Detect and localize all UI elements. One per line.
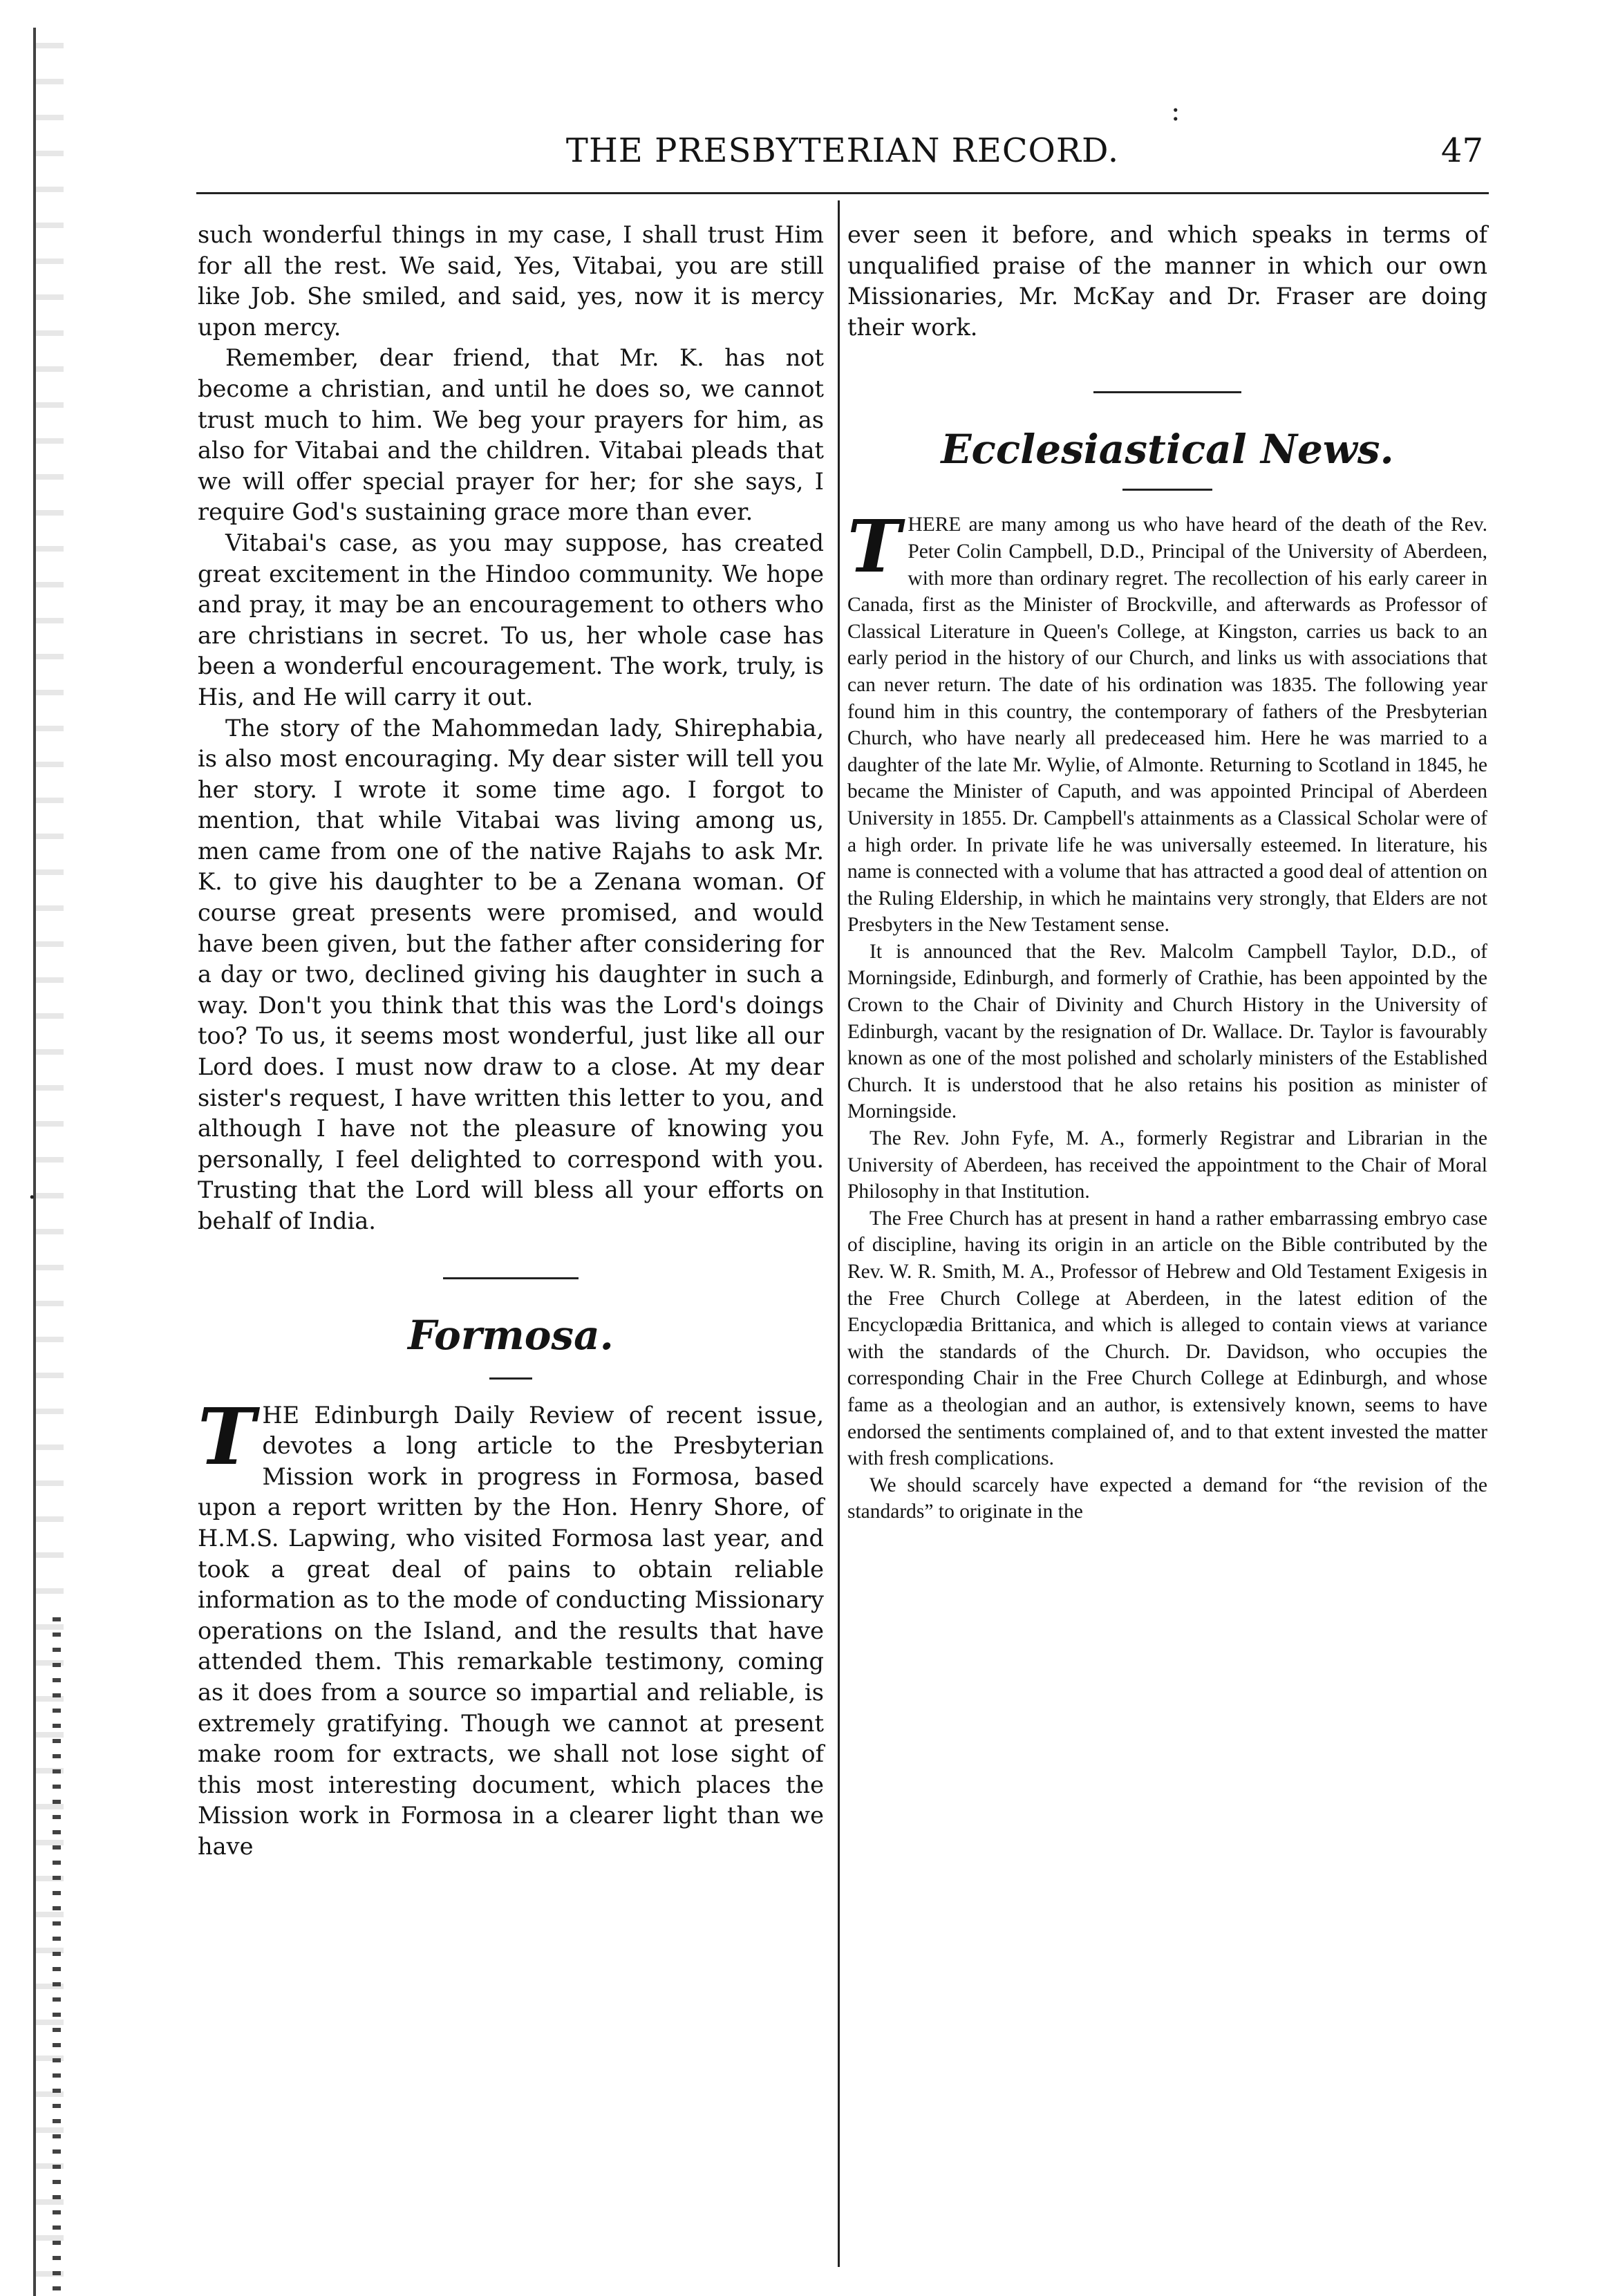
continued-paragraph: ever seen it before, and which speaks in terms of unqualified praise of the manner in which our own Missionaries, Mr. McKay and Dr. Fraser are doing their work.	[847, 221, 1487, 341]
drop-cap: T	[847, 504, 901, 590]
formosa-text: HE Edinburgh Daily Review of recent issue, devotes a long article to the Presbyterian Mission work in progress in Formosa, based upon a report written by the Hon. Henry Shore, of H.M.S. Lapwing, who visited Formosa last year, and took a great deal of pains to obtain reliable information as to the mode of conducting Missionary operations on the Island, and the results that have attended them. This remarkable testimony, coming as it does from a source so impartial and reliable, is extremely gratifying. Though we cannot at present make room for extracts, we shall not lose sight of this most interesting document, which places the Mission work in Formosa in a clearer light than we have	[198, 1401, 824, 1860]
section-rule	[443, 1277, 579, 1279]
page-number: 47	[1440, 131, 1483, 170]
news-paragraph: The Rev. John Fyfe, M. A., formerly Registrar and Librarian in the University of Aberdeen, has received the appointment to the Chair of Moral Philosophy in that Institution.	[847, 1127, 1487, 1203]
letter-paragraph: Vitabai's case, as you may suppose, has created great excitement in the Hindoo community. We hope and pray, it may be an encouragement to others who are christians in secret. To us, her whole case has been a wonderful encouragement. The work, truly, is His, and He will carry it out.	[198, 529, 824, 711]
formosa-paragraph	[198, 1391, 824, 1863]
news-paragraph: We should scarcely have expected a demand for “the revision of the standards” to originate in the	[847, 1474, 1487, 1523]
journal-title: THE PRESBYTERIAN RECORD.	[565, 131, 1120, 170]
heading-underline	[489, 1377, 532, 1380]
margin-speck: ·	[28, 1182, 37, 1214]
section-rule	[1093, 391, 1241, 393]
formosa-heading: Formosa.	[408, 1311, 614, 1359]
column-divider	[838, 200, 840, 2267]
heading-underline	[1122, 489, 1212, 491]
header-rule	[196, 192, 1489, 194]
page-binding-edge	[33, 28, 64, 2296]
letter-paragraph: The story of the Mahommedan lady, Shirephabia, is also most encouraging. My dear sister will tell you her story. I wrote it some time ago. I forgot to mention, that while Vitabai was living among us, men came from one of the native Rajahs to ask Mr. K. to give his daughter to be a Zenana woman. Of course great presents were promised, and would have been given, but the father after considering for a day or two, declined giving his daughter in such a way. Don't you think that this was the Lord's doings too? To us, it seems most wonderful, just like all our Lord does. I must now draw to a close. At my dear sister's request, I have written this letter to you, and although I have not the pleasure of knowing you personally, I feel delighted to correspond with you. Trusting that the Lord will bless all your efforts on behalf of India.	[198, 714, 824, 1234]
drop-cap: T	[198, 1391, 256, 1483]
right-column	[847, 220, 1487, 1525]
ecclesiastical-news-heading: Ecclesiastical News.	[941, 426, 1394, 473]
news-paragraph	[847, 504, 1487, 939]
left-column	[198, 220, 824, 1863]
news-paragraph: The Free Church has at present in hand a rather embarrassing embryo case of discipline, having its origin in an article on the Bible contributed by the Rev. W. R. Smith, M. A., Professor of Hebrew and Old Testament Exigesis in the Free Church College at Aberdeen, in the latest edition of the Encyclopædia Brittanica, and which is alleged to contain views at variance with the standards of the Church. Dr. Davidson, who occupies the corresponding Chair in the Free Church College at Edinburgh, and whose fame as a theologian and an author, is extensively known, seems to have endorsed the sentiments complained of, and to that extent invested the matter with fresh complications.	[847, 1207, 1487, 1470]
running-header	[196, 131, 1489, 185]
letter-paragraph: Remember, dear friend, that Mr. K. has not become a christian, and until he does so, we cannot trust much to him. We beg your prayers for him, as also for Vitabai and the children. Vitabai pleads that we will offer special prayer for her; for she says, I require God's sustaining grace more than ever.	[198, 344, 824, 526]
news-text: HERE are many among us who have heard of the death of the Rev. Peter Colin Campbell, D.D., Principal of the University of Aberdeen, with more than ordinary regret. The recollection of his early career in Canada, first as the Minister of Brockville, and afterwards as Professor of Classical Literature in Queen's College, at Kingston, carries us back to an early period in the history of our Church, and links us with associations that can never return. The date of his ordination was 1835. The following year found him in this country, the contemporary of fathers of the Presbyterian Church, who have nearly all predeceased him. Here he was married to a daughter of the late Mr. Wylie, of Almonte. Returning to Scotland in 1845, he became the Minister of Caputh, and was appointed Principal of Aberdeen University in 1855. Dr. Campbell's attainments as a Classical Scholar were of a high order. In private life he was universally esteemed. In literature, his name is connected with a volume that has attracted a good deal of attention on the Ruling Eldership, in which he maintains very strongly, that Elders are not Presbyters in the New Testament sense.	[847, 514, 1487, 937]
letter-paragraph: such wonderful things in my case, I shall trust Him for all the rest. We said, Yes, Vitabai, you are still like Job. She smiled, and said, yes, now it is mercy upon mercy.	[198, 221, 824, 341]
margin-speck: :	[1171, 95, 1181, 127]
news-paragraph: It is announced that the Rev. Malcolm Campbell Taylor, D.D., of Morningside, Edinburgh, and formerly of Crathie, has been appointed by the Crown to the Chair of Divinity and Church History in the University of Edinburgh, vacant by the resignation of Dr. Wallace. Dr. Taylor is favourably known as one of the most polished and scholarly ministers of the Established Church. It is understood that he also retains his position as minister of Morningside.	[847, 940, 1487, 1123]
